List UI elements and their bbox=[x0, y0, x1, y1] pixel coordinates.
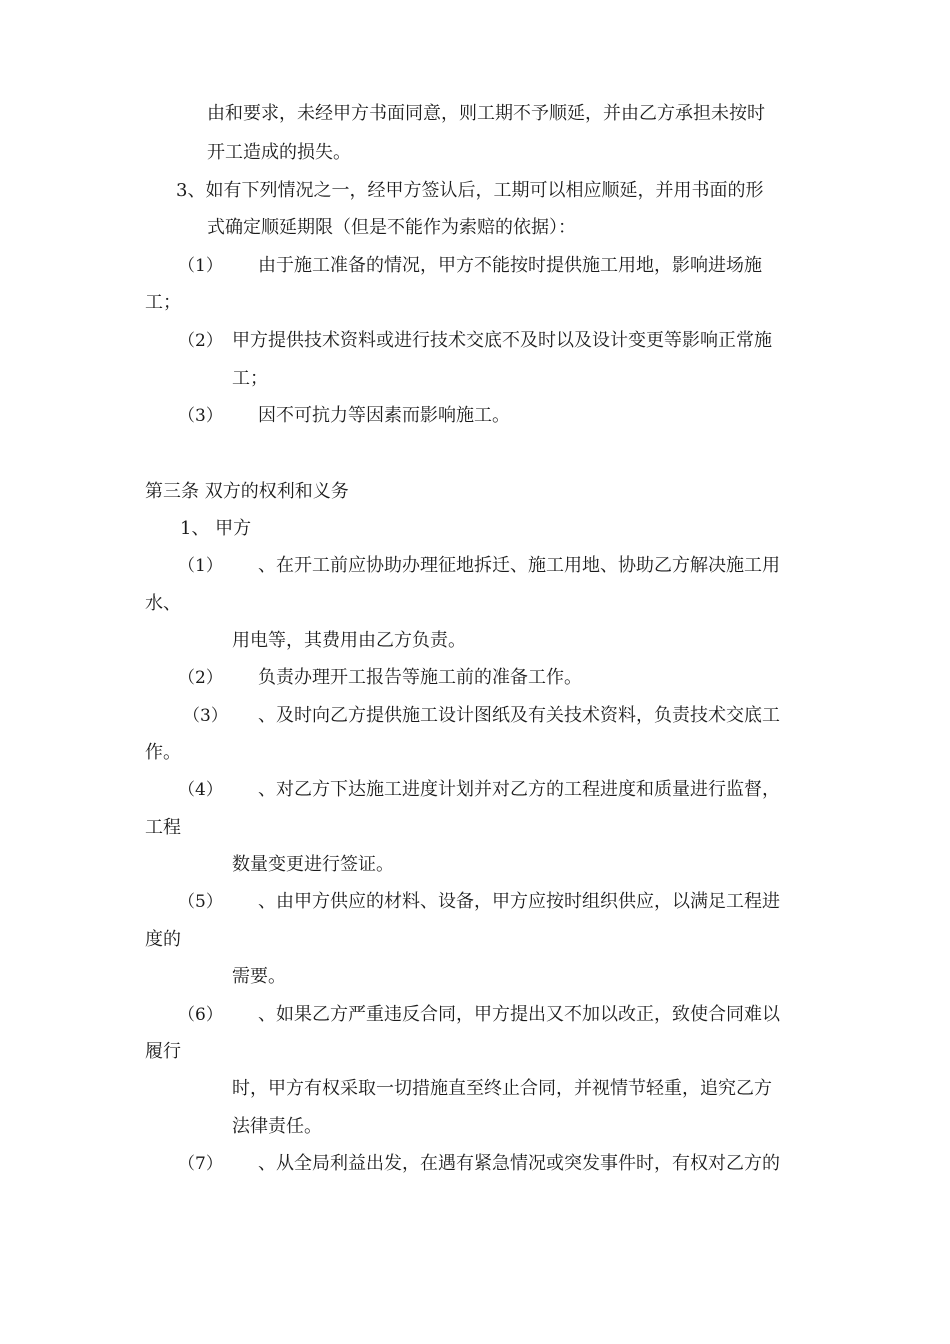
item-number: （3） bbox=[178, 406, 223, 426]
text-line: 由和要求，未经甲方书面同意，则工期不予顺延，并由乙方承担未按时 bbox=[207, 103, 765, 124]
text-line: 履行 bbox=[145, 1041, 181, 1062]
clause-item-3: 3、如有下列情况之一，经甲方签认后，工期可以相应顺延，并用书面的形 bbox=[176, 180, 764, 201]
text-line: 、对乙方下达施工进度计划并对乙方的工程进度和质量进行监督， bbox=[258, 779, 780, 800]
text-line: 工程 bbox=[145, 817, 181, 838]
text-line: 时，甲方有权采取一切措施直至终止合同，并视情节轻重，追究乙方 bbox=[232, 1078, 772, 1099]
section-heading: 第三条 双方的权利和义务 bbox=[145, 481, 349, 502]
text-line: 、在开工前应协助办理征地拆迁、施工用地、协助乙方解决施工用 bbox=[258, 555, 780, 576]
text-line: 、从全局利益出发，在遇有紧急情况或突发事件时，有权对乙方的 bbox=[258, 1153, 780, 1174]
text-line: 开工造成的损失。 bbox=[207, 142, 351, 163]
text-line: 工； bbox=[145, 292, 181, 313]
item-number: （5） bbox=[178, 892, 223, 912]
text-line: 负责办理开工报告等施工前的准备工作。 bbox=[258, 667, 582, 688]
text-line: 水、 bbox=[145, 593, 181, 614]
text-line: 由于施工准备的情况，甲方不能按时提供施工用地，影响进场施 bbox=[258, 255, 762, 276]
item-number: （2） bbox=[178, 331, 223, 351]
text-line: 式确定顺延期限（但是不能作为索赔的依据）： bbox=[207, 217, 576, 238]
text-line: 数量变更进行签证。 bbox=[232, 854, 394, 875]
text-line: 、及时向乙方提供施工设计图纸及有关技术资料，负责技术交底工 bbox=[258, 705, 780, 726]
text-line: 工； bbox=[232, 368, 268, 389]
item-number: （6） bbox=[178, 1005, 223, 1025]
text-line: 、由甲方供应的材料、设备，甲方应按时组织供应，以满足工程进 bbox=[258, 891, 780, 912]
text-line: 法律责任。 bbox=[232, 1116, 322, 1137]
text-line: 用电等，其费用由乙方负责。 bbox=[232, 630, 466, 651]
item-number: （7） bbox=[178, 1154, 223, 1174]
item-number: （2） bbox=[178, 668, 223, 688]
text-line: 度的 bbox=[145, 929, 181, 950]
text-line: 需要。 bbox=[232, 966, 286, 987]
text-line: 因不可抗力等因素而影响施工。 bbox=[258, 405, 510, 426]
text-line: 、如果乙方严重违反合同，甲方提出又不加以改正，致使合同难以 bbox=[258, 1004, 780, 1025]
item-number: （1） bbox=[178, 256, 223, 276]
item-number: （4） bbox=[178, 780, 223, 800]
text-line: 作。 bbox=[145, 742, 181, 763]
subsection-heading: 1、 甲方 bbox=[180, 518, 252, 539]
text-line: 甲方提供技术资料或进行技术交底不及时以及设计变更等影响正常施 bbox=[232, 330, 772, 351]
item-number: （3） bbox=[183, 706, 228, 726]
item-number: （1） bbox=[178, 556, 223, 576]
